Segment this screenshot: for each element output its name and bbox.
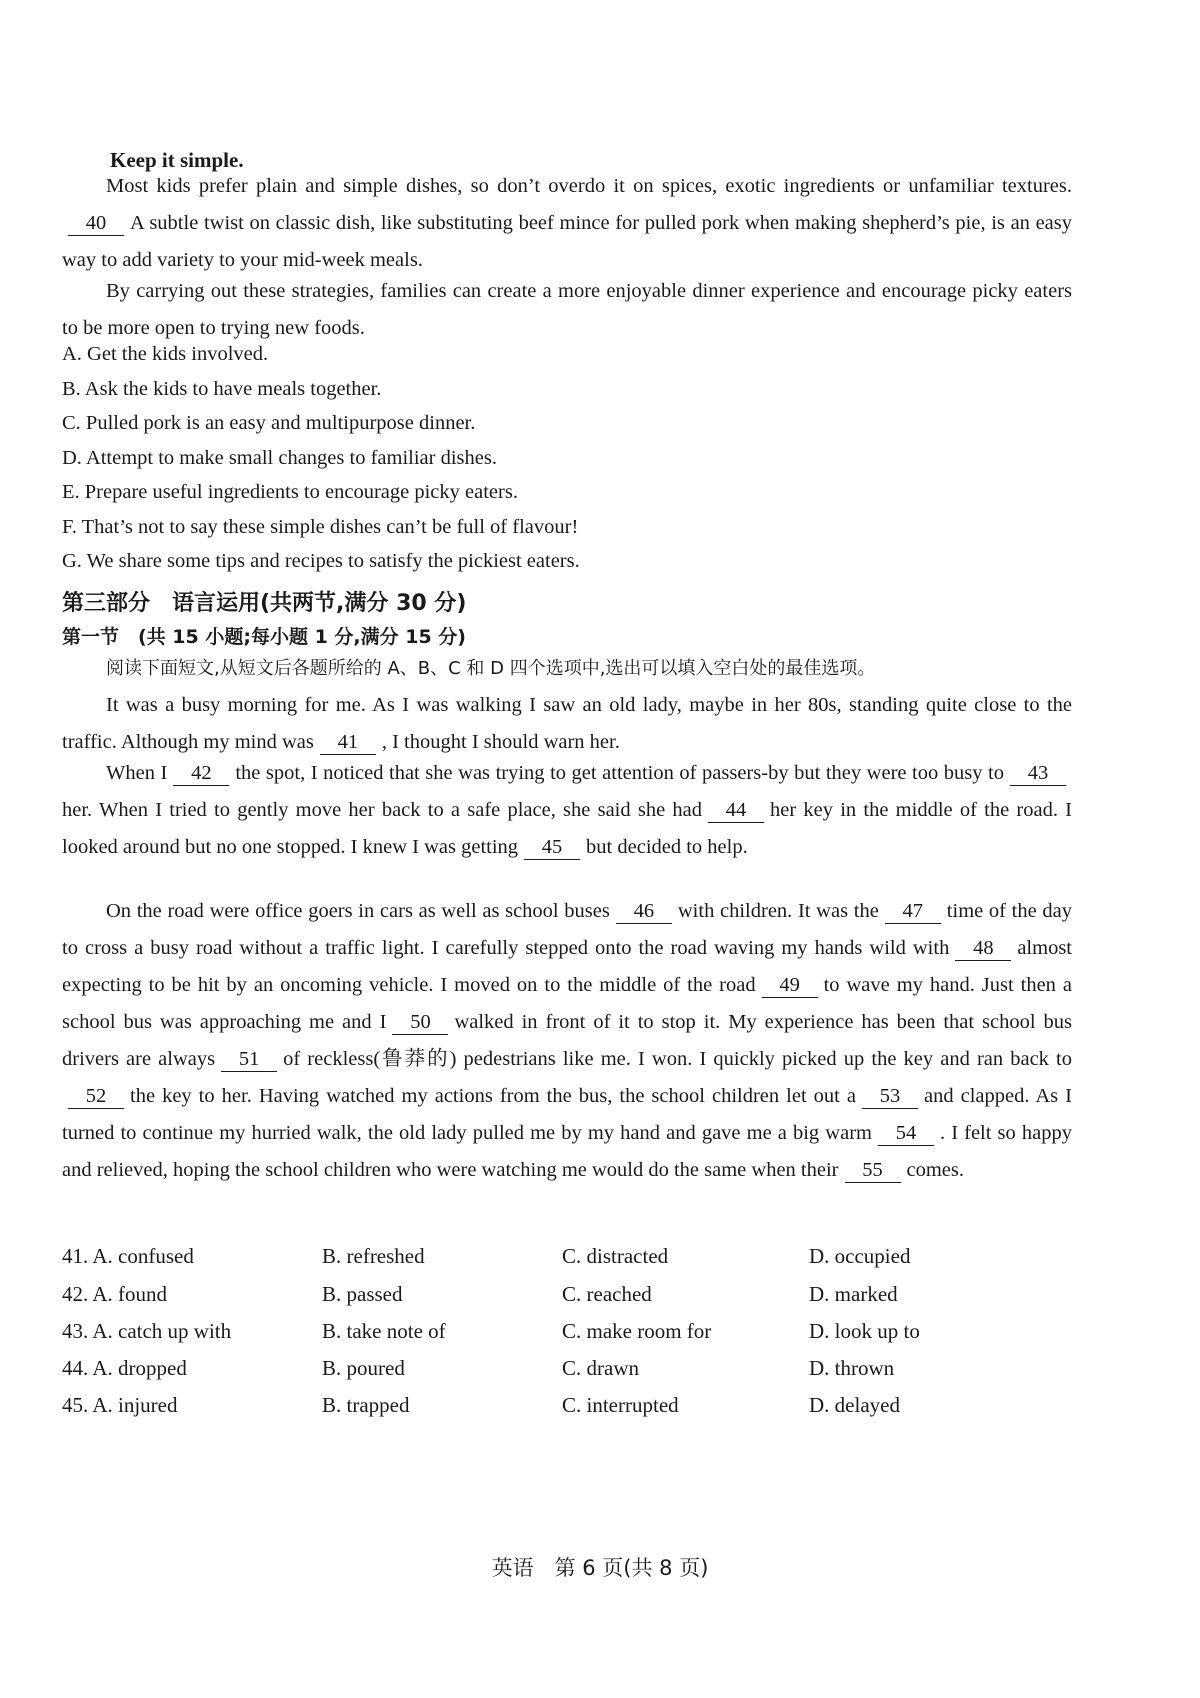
blank-46: 46 <box>616 899 672 924</box>
option-b: B. Ask the kids to have meals together. <box>62 378 382 400</box>
question-45: 45. A. injured B. trapped C. interrupted D. delayed <box>62 1393 900 1417</box>
blank-40: 40 <box>68 211 124 236</box>
question-43: 43. A. catch up with B. take note of C. make room for D. look up to <box>62 1319 920 1343</box>
paragraph-conclusion: By carrying out these strategies, families can create a more enjoyable dinner experience and encourage picky eaters to be more open to trying new foods. <box>62 280 1072 339</box>
option-a: A. Get the kids involved. <box>62 343 269 365</box>
question-42: 42. A. found B. passed C. reached D. marked <box>62 1282 898 1306</box>
question-44: 44. A. dropped B. poured C. drawn D. thrown <box>62 1356 895 1380</box>
blank-43: 43 <box>1010 761 1066 786</box>
section-heading: Keep it simple. <box>110 148 244 172</box>
blank-51: 51 <box>221 1047 277 1072</box>
blank-48: 48 <box>955 936 1011 961</box>
passage-paragraph-2: When I 42 the spot, I noticed that she was trying to get attention of passers-by but they were too busy to 43her. When I tried to gently move her back to a safe place, she said she had 44 her key in the middle of the road. I looked around but no one stopped. I knew I was getting 45 but decided to help. <box>62 762 1073 858</box>
option-d: D. Attempt to make small changes to familiar dishes. <box>62 447 497 469</box>
blank-54: 54 <box>878 1121 934 1146</box>
section-one-title: 第一节 (共 15 小题;每小题 1 分,满分 15 分) <box>62 626 466 648</box>
blank-52: 52 <box>68 1084 124 1109</box>
option-e: E. Prepare useful ingredients to encourage picky eaters. <box>62 481 518 503</box>
blank-47: 47 <box>885 899 941 924</box>
option-f: F. That’s not to say these simple dishes can’t be full of flavour! <box>62 516 579 538</box>
instruction: 阅读下面短文,从短文后各题所给的 A、B、C 和 D 四个选项中,选出可以填入空白处的最佳选项。 <box>106 658 876 679</box>
blank-50: 50 <box>392 1010 448 1035</box>
question-41: 41. A. confused B. refreshed C. distracted D. occupied <box>62 1244 911 1268</box>
option-c: C. Pulled pork is an easy and multipurpose dinner. <box>62 412 476 434</box>
blank-42: 42 <box>173 761 229 786</box>
blank-49: 49 <box>762 973 818 998</box>
blank-55: 55 <box>845 1158 901 1183</box>
blank-41: 41 <box>320 730 376 755</box>
passage-paragraph-1: It was a busy morning for me. As I was walking I saw an old lady, maybe in her 80s, standing quite close to the traffic. Although my mind was 41 , I thought I should warn her. <box>62 694 1072 753</box>
passage-paragraph-3: On the road were office goers in cars as well as school buses 46 with children. It was the 47 time of the day to cross a busy road without a traffic light. I carefully stepped onto the road waving my hands wild with 48 almost expecting to be hit by an oncoming vehicle. I moved on to the middle of the road 49 to wave my hand. Just then a school bus was approaching me and I 50 walked in front of it to stop it. My experience has been that school bus drivers are always 51 of reckless(鲁莽的) pedestrians like me. I won. I quickly picked up the key and ran back to52 the key to her. Having watched my actions from the bus, the school children let out a 53 and clapped. As I turned to continue my hurried walk, the old lady pulled me by my hand and gave me a big warm 54 . I felt so happy and relieved, hoping the school children who were watching me would do the same when their 55 comes. <box>62 900 1073 1181</box>
option-g: G. We share some tips and recipes to satisfy the pickiest eaters. <box>62 550 580 572</box>
paragraph-keep-simple: Most kids prefer plain and simple dishes, so don’t overdo it on spices, exotic ingredients or unfamiliar textures.40 A subtle twist on classic dish, like substituting beef mince for pulled pork when making shepherd’s pie, is an easy way to add variety to your mid-week meals. <box>62 175 1072 271</box>
part-three-title: 第三部分 语言运用(共两节,满分 30 分) <box>62 591 467 616</box>
blank-53: 53 <box>862 1084 918 1109</box>
blank-44: 44 <box>708 798 764 823</box>
blank-45: 45 <box>524 835 580 860</box>
page-footer: 英语 第 6 页(共 8 页) <box>491 1556 709 1580</box>
